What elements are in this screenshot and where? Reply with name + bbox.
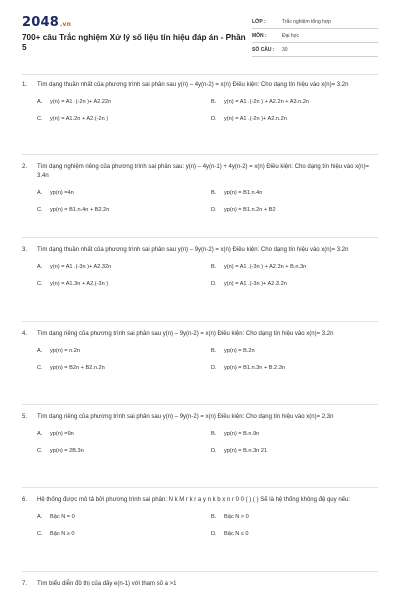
option-text: yp(n) =9n [50, 431, 74, 437]
option-letter: C. [37, 207, 43, 213]
option-letter: C. [37, 365, 43, 371]
question-text: Tìm dạng riêng của phương trình sai phân sau y(n) – 9y(n-2) = x(n) Điều kiện: Cho dạng tín hiệu vào x(n)= 3.2n [37, 331, 334, 337]
option-text: yp(n) = B1.n.3n + B.2.3n [224, 365, 285, 371]
option-text: yp(n) = B1.n.4n + B2.2n [50, 207, 110, 213]
option-b[interactable] [211, 431, 385, 437]
option-c[interactable] [37, 365, 211, 371]
option-a[interactable] [37, 99, 211, 105]
option-letter: A. [37, 99, 43, 105]
option-text: y(n) = A1.2n + A2.(-2n ) [50, 116, 109, 122]
option-a[interactable] [37, 514, 211, 520]
option-letter: D. [211, 448, 217, 454]
meta-row-class [252, 15, 378, 29]
option-letter: B. [211, 99, 217, 105]
logo-suffix: .vn [59, 21, 72, 28]
option-letter: C. [37, 531, 43, 537]
question-text: Hệ thống được mô tả bởi phương trình sai phân: N k M r k r a y n k b x n r 0 0 ( ) ( ) Sẽ là hệ thống không đệ quy nếu: [37, 497, 350, 503]
document-title: 700+ câu Trắc nghiệm Xử lý số liệu tín hiệu đáp án - Phần 5 [22, 33, 246, 53]
option-a[interactable] [37, 431, 211, 437]
meta-table [252, 15, 378, 57]
question-text: Tìm dạng thuần nhất của phương trình sai phân sau y(n) – 4y(n-2) = x(n) Điều kiện: Cho dạng tín hiệu vào x(n)= 3.2n [37, 82, 349, 88]
question-number: 1. [22, 82, 28, 88]
divider [22, 154, 378, 155]
meta-row-count [252, 43, 378, 57]
option-b[interactable] [211, 99, 385, 105]
question-text: Tìm dạng nghiệm riêng của phương trình sai phân sau: y(n) – 4y(n-1) + 4y(n-2) = x(n) Điều kiện: Cho dạng tín hiệu vào x(n)= 3.4n [37, 164, 369, 179]
option-d[interactable] [211, 365, 385, 371]
option-text: yp(n) = B2n + B2.n.2n [50, 365, 105, 371]
meta-label: MÔN : [252, 32, 267, 39]
option-text: yp(n) = B.n.3n 21 [224, 448, 268, 454]
meta-value: Đại học [282, 32, 299, 39]
option-text: y(n) = A1 .(-2n ) + A2.2n + A3.n.2n [224, 99, 310, 105]
meta-row-subject [252, 29, 378, 43]
option-letter: C. [37, 281, 43, 287]
option-b[interactable] [211, 264, 385, 270]
question-number: 6. [22, 497, 28, 503]
question-3 [22, 246, 378, 287]
option-a[interactable] [37, 264, 211, 270]
option-c[interactable] [37, 116, 211, 122]
option-d[interactable] [211, 116, 385, 122]
meta-value: 30 [282, 46, 288, 53]
option-text: yp(n) = B.n.9n [224, 431, 260, 437]
option-text: yp(n) = n.2n [50, 348, 81, 354]
option-letter: D. [211, 365, 217, 371]
question-7 [22, 580, 378, 589]
option-a[interactable] [37, 348, 211, 354]
question-text: Tìm biểu diễn đồ thị của dãy e(n-1) với tham số a >1 [37, 581, 177, 587]
option-text: Bậc N = 0 [50, 514, 75, 520]
option-letter: B. [211, 348, 217, 354]
option-text: Bậc N ≥ 0 [50, 531, 75, 537]
meta-label: LỚP : [252, 18, 266, 25]
option-a[interactable] [37, 190, 211, 196]
site-logo[interactable] [22, 15, 71, 30]
divider [22, 74, 378, 75]
option-text: yp(n) = B.2n [224, 348, 255, 354]
option-d[interactable] [211, 207, 385, 213]
option-text: y(n) = A1 .(-3n )+ A2.3.2n [224, 281, 287, 287]
option-letter: A. [37, 348, 43, 354]
divider [22, 404, 378, 405]
option-c[interactable] [37, 207, 211, 213]
question-4 [22, 330, 378, 371]
meta-value: Trắc nghiệm tổng hợp [282, 18, 331, 25]
option-text: y(n) = A1.3n + A2.(-3n ) [50, 281, 109, 287]
meta-label: SỐ CÂU : [252, 46, 275, 53]
option-letter: C. [37, 448, 43, 454]
option-text: yp(n) = 2B.3n [50, 448, 84, 454]
option-d[interactable] [211, 448, 385, 454]
option-letter: B. [211, 514, 217, 520]
divider [22, 571, 378, 572]
option-letter: D. [211, 531, 217, 537]
option-d[interactable] [211, 531, 385, 537]
option-text: y(n) = A1 .(-2n )+ A2.n.2n [224, 116, 287, 122]
question-number: 5. [22, 414, 28, 420]
option-text: Bậc N ≤ 0 [224, 531, 249, 537]
divider [22, 321, 378, 322]
option-letter: B. [211, 431, 217, 437]
option-letter: B. [211, 190, 217, 196]
option-letter: C. [37, 116, 43, 122]
option-letter: A. [37, 190, 43, 196]
question-5 [22, 413, 378, 454]
option-letter: D. [211, 281, 217, 287]
question-6 [22, 496, 378, 537]
question-text: Tìm dạng thuần nhất của phương trình sai phân sau y(n) – 9y(n-2) = x(n) Điều kiện: Cho dạng tín hiệu vào x(n)= 3.2n [37, 247, 349, 253]
question-number: 3. [22, 247, 28, 253]
option-text: Bậc N > 0 [224, 514, 249, 520]
question-2 [22, 163, 378, 213]
option-letter: D. [211, 116, 217, 122]
question-1 [22, 81, 378, 122]
option-letter: B. [211, 264, 217, 270]
question-number: 7. [22, 581, 28, 587]
option-letter: A. [37, 264, 43, 270]
logo-text: 2048 [22, 15, 59, 30]
option-b[interactable] [211, 514, 385, 520]
option-c[interactable] [37, 531, 211, 537]
question-number: 4. [22, 331, 28, 337]
option-text: y(n) = A1 .(-3n ) + A2.3n + B.n.3n [224, 264, 307, 270]
option-text: yp(n) =4n [50, 190, 74, 196]
question-text: Tìm dạng riêng của phương trình sai phân sau y(n) – 9y(n-2) = x(n) Điều kiện: Cho dạng tín hiệu vào x(n)= 2.3n [37, 414, 334, 420]
option-text: y(n) = A1 .(-2n )+ A2.22n [50, 99, 112, 105]
option-text: yp(n) = B1.n.2n + B2 [224, 207, 276, 213]
option-b[interactable] [211, 348, 385, 354]
option-text: y(n) = A1 .(-3n )+ A2.32n [50, 264, 112, 270]
option-letter: A. [37, 514, 43, 520]
option-text: yp(n) = B1.n.4n [224, 190, 263, 196]
option-letter: A. [37, 431, 43, 437]
divider [22, 237, 378, 238]
option-c[interactable] [37, 448, 211, 454]
option-c[interactable] [37, 281, 211, 287]
divider [22, 487, 378, 488]
option-letter: D. [211, 207, 217, 213]
question-number: 2. [22, 164, 28, 170]
option-b[interactable] [211, 190, 385, 196]
option-d[interactable] [211, 281, 385, 287]
